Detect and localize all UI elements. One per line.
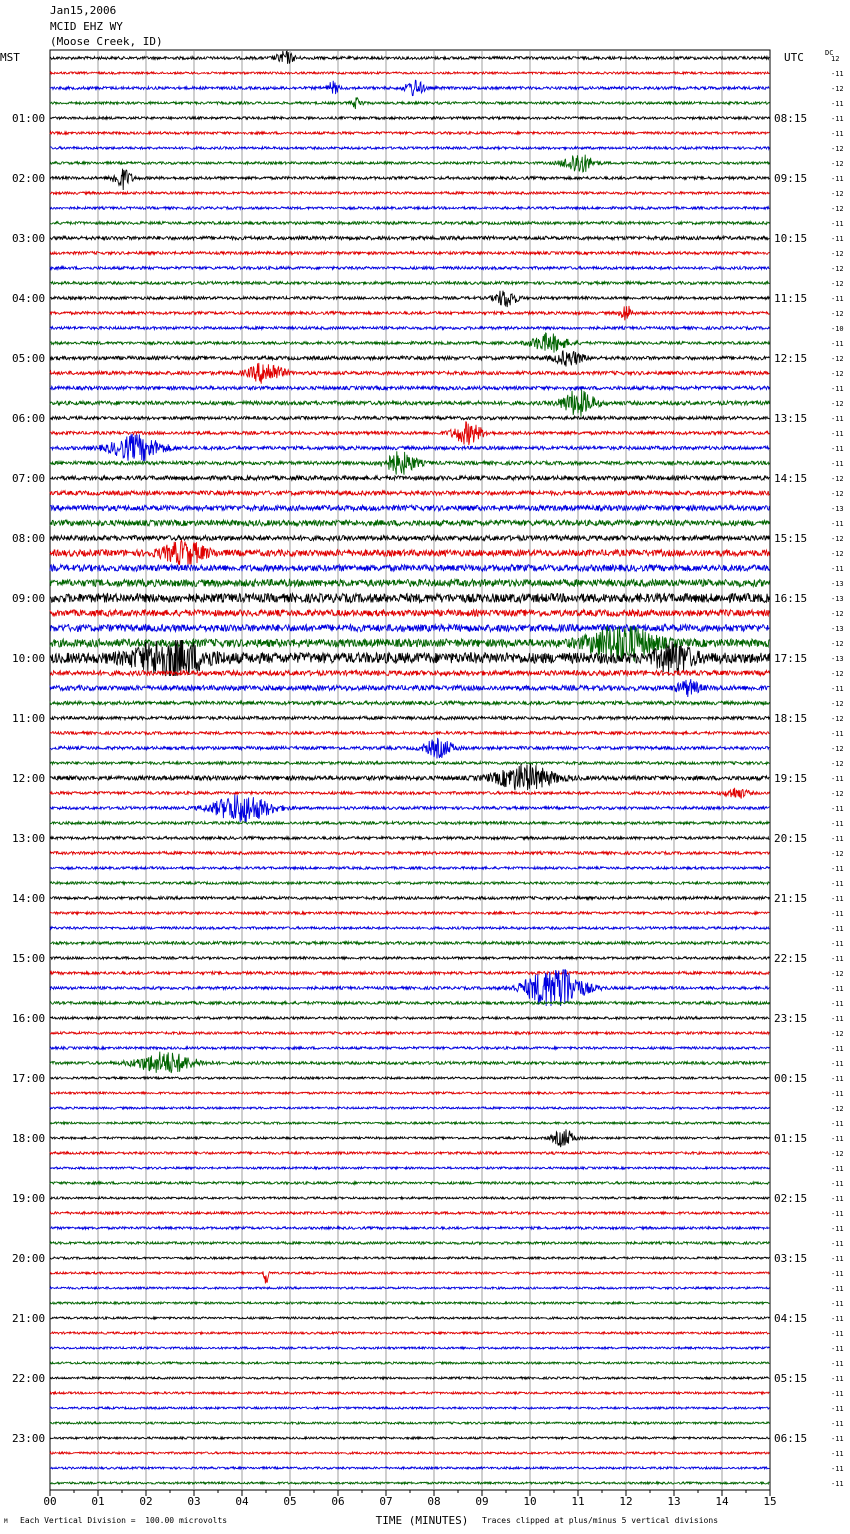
seismic-trace-row <box>50 1302 769 1304</box>
seismic-trace-row <box>50 852 769 855</box>
row-offset-label: -10 <box>831 325 844 333</box>
seismic-trace-row <box>50 1422 769 1424</box>
row-offset-label: -11 <box>831 880 844 888</box>
x-tick-label: 15 <box>763 1495 777 1508</box>
row-offset-label: -12 <box>831 970 844 978</box>
seismic-trace-row <box>50 738 769 758</box>
row-offset-label: -12 <box>831 85 844 93</box>
row-offset-label: -12 <box>831 700 844 708</box>
row-offset-label: -11 <box>831 910 844 918</box>
x-tick-label: 08 <box>427 1495 441 1508</box>
seismic-trace-row <box>50 1077 769 1079</box>
row-offset-label: -12 <box>831 310 844 318</box>
seismic-trace-row <box>50 306 769 320</box>
row-offset-label: -11 <box>831 1420 844 1428</box>
left-hour-label: 17:00 <box>12 1072 46 1085</box>
x-tick-label: 10 <box>523 1495 537 1508</box>
seismic-trace-row <box>50 363 769 384</box>
footer-mark: M <box>4 1518 8 1525</box>
row-offset-label: -12 <box>831 610 844 618</box>
x-tick-label: 04 <box>235 1495 249 1508</box>
seismic-trace-row <box>50 1482 769 1484</box>
x-tick-label: 09 <box>475 1495 489 1508</box>
x-tick-label: 12 <box>619 1495 633 1508</box>
seismic-trace-row <box>50 1377 769 1379</box>
right-hour-label: 22:15 <box>774 952 808 965</box>
row-offset-label: -11 <box>831 1180 844 1188</box>
seismic-trace-row <box>50 422 769 445</box>
seismic-trace-row <box>50 1017 769 1020</box>
seismic-trace-row <box>50 98 769 109</box>
seismic-trace-row <box>50 882 769 885</box>
seismic-trace-row <box>50 565 769 571</box>
seismic-trace-row <box>50 1317 769 1319</box>
seismic-trace-row <box>50 282 769 285</box>
row-offset-label: -12 <box>831 1030 844 1038</box>
seismic-trace-row <box>50 1452 769 1454</box>
left-hour-label: 16:00 <box>12 1012 46 1025</box>
left-hour-label: 08:00 <box>12 532 46 545</box>
row-offset-label: -12 <box>831 535 844 543</box>
row-offset-label: -11 <box>831 1300 844 1308</box>
seismic-trace-row <box>50 1227 769 1230</box>
right-hour-label: 08:15 <box>774 112 808 125</box>
seismic-trace-row <box>50 80 769 95</box>
left-hour-label: 14:00 <box>12 892 46 905</box>
seismic-trace-row <box>50 267 769 270</box>
row-offset-label: -11 <box>831 1195 844 1203</box>
seismic-trace-row <box>50 1002 769 1005</box>
right-hour-label: 16:15 <box>774 592 808 605</box>
row-offset-label: -11 <box>831 925 844 933</box>
footer-scale: Each Vertical Division = 100.00 microvolts <box>20 1516 228 1525</box>
seismic-trace-row <box>50 333 769 353</box>
x-tick-label: 06 <box>331 1495 345 1508</box>
right-hour-label: 01:15 <box>774 1132 808 1145</box>
seismic-trace-row <box>50 236 769 240</box>
seismic-trace-row <box>50 610 769 616</box>
row-offset-label: -11 <box>831 805 844 813</box>
right-hour-label: 12:15 <box>774 352 808 365</box>
seismic-trace-row <box>50 434 769 461</box>
x-tick-label: 14 <box>715 1495 729 1508</box>
row-offset-label: -11 <box>831 1120 844 1128</box>
row-offset-label: -12 <box>831 400 844 408</box>
x-tick-label: 03 <box>187 1495 201 1508</box>
row-offset-label: -11 <box>831 295 844 303</box>
row-offset-label: -11 <box>831 520 844 528</box>
right-hour-label: 05:15 <box>774 1372 808 1385</box>
row-offset-label: -11 <box>831 1015 844 1023</box>
row-offset-label: -13 <box>831 580 844 588</box>
x-tick-label: 11 <box>571 1495 585 1508</box>
row-offset-label: -11 <box>831 1345 844 1353</box>
right-hour-label: 13:15 <box>774 412 808 425</box>
seismic-trace-row <box>50 72 769 74</box>
seismic-trace-row <box>50 732 769 735</box>
row-offset-label: -12 <box>831 490 844 498</box>
header-date: Jan15,2006 <box>50 4 117 17</box>
right-hour-label: 23:15 <box>774 1012 808 1025</box>
seismic-trace-row <box>50 1212 769 1215</box>
right-timezone-label: UTC <box>784 51 804 64</box>
left-hour-label: 12:00 <box>12 772 46 785</box>
row-offset-label: -11 <box>831 1405 844 1413</box>
row-offset-label: -11 <box>831 175 844 183</box>
seismic-trace-row <box>50 389 769 417</box>
row-offset-label: -11 <box>831 1045 844 1053</box>
row-offset-label: -11 <box>831 775 844 783</box>
seismic-trace-row <box>50 970 769 1006</box>
right-hour-label: 20:15 <box>774 832 808 845</box>
right-hour-label: 10:15 <box>774 232 808 245</box>
row-offset-label: -11 <box>831 1060 844 1068</box>
row-offset-label: -11 <box>831 865 844 873</box>
seismic-trace-row <box>50 1362 769 1364</box>
seismic-trace-row <box>50 679 769 697</box>
row-offset-label: -13 <box>831 655 844 663</box>
seismic-trace-row <box>50 1437 769 1439</box>
right-hour-label: 02:15 <box>774 1192 808 1205</box>
left-hour-label: 20:00 <box>12 1252 46 1265</box>
left-hour-label: 09:00 <box>12 592 46 605</box>
x-tick-label: 01 <box>91 1495 105 1508</box>
seismic-trace-row <box>50 505 769 510</box>
row-offset-label: -11 <box>831 1075 844 1083</box>
row-offset-label: -11 <box>831 220 844 228</box>
row-offset-label: -11 <box>831 1315 844 1323</box>
seismic-trace-row <box>50 972 769 975</box>
row-offset-label: -11 <box>831 1360 844 1368</box>
seismic-trace-row <box>50 192 769 195</box>
row-offset-label: -11 <box>831 1000 844 1008</box>
right-hour-label: 09:15 <box>774 172 808 185</box>
seismic-trace-row <box>50 147 769 150</box>
row-offset-label: -12 <box>831 760 844 768</box>
x-tick-label: 07 <box>379 1495 393 1508</box>
left-hour-label: 07:00 <box>12 472 46 485</box>
row-offset-label: -11 <box>831 1165 844 1173</box>
left-hour-label: 06:00 <box>12 412 46 425</box>
row-offset-label: -11 <box>831 685 844 693</box>
seismic-trace-row <box>50 1332 769 1334</box>
right-hour-label: 11:15 <box>774 292 808 305</box>
row-offset-label: -12 <box>831 640 844 648</box>
row-offset-label: -11 <box>831 385 844 393</box>
row-offset-label: -11 <box>831 955 844 963</box>
right-hour-label: 14:15 <box>774 472 808 485</box>
x-tick-label: 05 <box>283 1495 297 1508</box>
row-offset-label: -11 <box>831 1090 844 1098</box>
row-offset-label: -11 <box>831 340 844 348</box>
row-offset-label: -11 <box>831 1225 844 1233</box>
row-offset-label: -12 <box>831 370 844 378</box>
row-offset-label: -11 <box>831 1435 844 1443</box>
row-offset-label: -11 <box>831 1285 844 1293</box>
seismic-trace-row <box>50 670 769 675</box>
seismic-trace-row <box>50 132 769 135</box>
seismic-trace-row <box>50 594 769 603</box>
seismic-trace-row <box>50 927 769 930</box>
left-hour-label: 03:00 <box>12 232 46 245</box>
seismic-trace-row <box>50 1047 769 1050</box>
seismic-trace-row <box>50 1271 769 1283</box>
footer-clip: Traces clipped at plus/minus 5 vertical divisions <box>482 1516 719 1525</box>
row-offset-label: -13 <box>831 595 844 603</box>
left-hour-label: 15:00 <box>12 952 46 965</box>
row-offset-label: -12 <box>831 205 844 213</box>
seismic-trace-row <box>50 117 769 120</box>
row-offset-label: -11 <box>831 730 844 738</box>
seismic-trace-row <box>50 1287 769 1289</box>
right-hour-label: 18:15 <box>774 712 808 725</box>
seismic-trace-row <box>50 1122 769 1124</box>
right-hour-label: 00:15 <box>774 1072 808 1085</box>
seismic-trace-row <box>50 957 769 960</box>
seismic-trace-row <box>50 1152 769 1155</box>
seismic-trace-row <box>50 701 769 705</box>
seismic-trace-row <box>50 1182 769 1185</box>
left-hour-label: 13:00 <box>12 832 46 845</box>
row-offset-label: -11 <box>831 1330 844 1338</box>
left-hour-label: 01:00 <box>12 112 46 125</box>
seismic-trace-row <box>50 155 769 172</box>
row-offset-label: -12 <box>831 190 844 198</box>
seismic-trace-row <box>50 169 769 190</box>
row-offset-label: -11 <box>831 115 844 123</box>
row-offset-label: -11 <box>831 820 844 828</box>
seismic-trace-row <box>50 788 769 799</box>
row-offset-label: -12 <box>831 745 844 753</box>
seismic-trace-row <box>50 579 769 586</box>
x-tick-label: 00 <box>43 1495 57 1508</box>
row-offset-label: -11 <box>831 940 844 948</box>
right-hour-label: 17:15 <box>774 652 808 665</box>
seismic-trace-row <box>50 794 769 822</box>
seismic-trace-row <box>50 327 769 330</box>
seismic-trace-row <box>50 451 769 475</box>
row-offset-label: -12 <box>831 475 844 483</box>
x-tick-label: 13 <box>667 1495 681 1508</box>
right-hour-label: 03:15 <box>774 1252 808 1265</box>
left-hour-label: 18:00 <box>12 1132 46 1145</box>
seismic-trace-row <box>50 1032 769 1035</box>
row-offset-label: -11 <box>831 835 844 843</box>
row-offset-label: -12 <box>831 670 844 678</box>
row-offset-label: -12 <box>831 715 844 723</box>
row-offset-label: -11 <box>831 1255 844 1263</box>
seismic-trace-row <box>50 520 769 526</box>
left-hour-label: 22:00 <box>12 1372 46 1385</box>
left-hour-label: 10:00 <box>12 652 46 665</box>
seismic-trace-row <box>50 386 769 390</box>
row-offset-label: -11 <box>831 130 844 138</box>
seismic-trace-row <box>50 476 769 480</box>
seismic-trace-row <box>50 535 769 540</box>
left-hour-label: 21:00 <box>12 1312 46 1325</box>
seismic-trace-row <box>50 1242 769 1245</box>
header-station: MCID EHZ WY <box>50 20 123 33</box>
seismic-trace-row <box>50 822 769 825</box>
left-hour-label: 05:00 <box>12 352 46 365</box>
seismic-trace-row <box>50 762 769 765</box>
row-offset-label: -12 <box>831 355 844 363</box>
seismic-trace-row <box>50 764 769 790</box>
row-offset-label: -12 <box>831 1150 844 1158</box>
seismic-trace-row <box>50 1107 769 1109</box>
row-offset-label: -11 <box>831 1210 844 1218</box>
seismic-trace-row <box>50 540 769 566</box>
seismic-trace-row <box>50 291 769 307</box>
row-offset-label: -12 <box>831 160 844 168</box>
seismic-trace-row <box>50 867 769 870</box>
row-offset-label: -11 <box>831 1270 844 1278</box>
left-hour-label: 11:00 <box>12 712 46 725</box>
row-offset-label: -12 <box>831 145 844 153</box>
row-offset-label: -11 <box>831 1240 844 1248</box>
seismic-trace-row <box>50 942 769 945</box>
right-hour-label: 21:15 <box>774 892 808 905</box>
row-offset-label: -12 <box>831 1105 844 1113</box>
seismic-trace-row <box>50 716 769 719</box>
seismic-trace-row <box>50 1257 769 1259</box>
right-hour-label: 19:15 <box>774 772 808 785</box>
x-axis-label: TIME (MINUTES) <box>375 1514 469 1527</box>
row-offset-label: -12 <box>831 280 844 288</box>
right-hour-label: 15:15 <box>774 532 808 545</box>
row-offset-label: -11 <box>831 415 844 423</box>
seismic-trace-row <box>50 1197 769 1199</box>
left-hour-label: 02:00 <box>12 172 46 185</box>
row-offset-label: -11 <box>831 235 844 243</box>
seismic-trace-row <box>50 1052 769 1073</box>
row-offset-label: -11 <box>831 1465 844 1473</box>
right-hour-label: 04:15 <box>774 1312 808 1325</box>
row-offset-label: -12 <box>831 850 844 858</box>
row-offset-label: -11 <box>831 1390 844 1398</box>
seismic-trace-row <box>50 1167 769 1169</box>
row-offset-label: -11 <box>831 100 844 108</box>
row-offset-label: -12 <box>831 250 844 258</box>
x-tick-label: 02 <box>139 1495 153 1508</box>
row-offset-label: -11 <box>831 1480 844 1488</box>
seismic-trace-row <box>50 350 769 366</box>
seismic-trace-row <box>50 837 769 840</box>
seismic-trace-row <box>50 252 769 255</box>
row-offset-label: -11 <box>831 70 844 78</box>
header-location: (Moose Creek, ID) <box>50 35 163 48</box>
row-offset-label: -11 <box>831 985 844 993</box>
seismic-trace-row <box>50 1407 769 1409</box>
seismic-trace-row <box>50 416 769 419</box>
row-offset-label: -12 <box>831 265 844 273</box>
seismic-trace-row <box>50 1129 769 1147</box>
row-offset-label: -11 <box>831 1135 844 1143</box>
seismic-trace-row <box>50 912 769 915</box>
left-hour-label: 19:00 <box>12 1192 46 1205</box>
left-hour-label: 04:00 <box>12 292 46 305</box>
row-offset-label: -11 <box>831 460 844 468</box>
left-hour-label: 23:00 <box>12 1432 46 1445</box>
row-offset-label: -11 <box>831 445 844 453</box>
row-offset-label: -11 <box>831 895 844 903</box>
row-offset-label: 12 <box>831 55 840 63</box>
seismic-trace-row <box>50 207 769 210</box>
dc-label: DC <box>825 49 834 57</box>
seismic-trace-row <box>50 491 769 495</box>
row-offset-label: -11 <box>831 430 844 438</box>
row-offset-label: -12 <box>831 550 844 558</box>
left-timezone-label: MST <box>0 51 20 64</box>
seismic-trace-row <box>50 1092 769 1094</box>
right-hour-label: 06:15 <box>774 1432 808 1445</box>
seismic-trace-row <box>50 1467 769 1469</box>
seismic-trace-row <box>50 222 769 225</box>
row-offset-label: -13 <box>831 505 844 513</box>
seismic-trace-row <box>50 1392 769 1394</box>
seismic-trace-row <box>50 51 769 64</box>
row-offset-label: -11 <box>831 565 844 573</box>
seismic-trace-row <box>50 1347 769 1349</box>
seismic-trace-row <box>50 624 769 631</box>
seismic-trace-row <box>50 897 769 900</box>
row-offset-label: -11 <box>831 1375 844 1383</box>
row-offset-label: -11 <box>831 1450 844 1458</box>
row-offset-label: -12 <box>831 790 844 798</box>
row-offset-label: -13 <box>831 625 844 633</box>
